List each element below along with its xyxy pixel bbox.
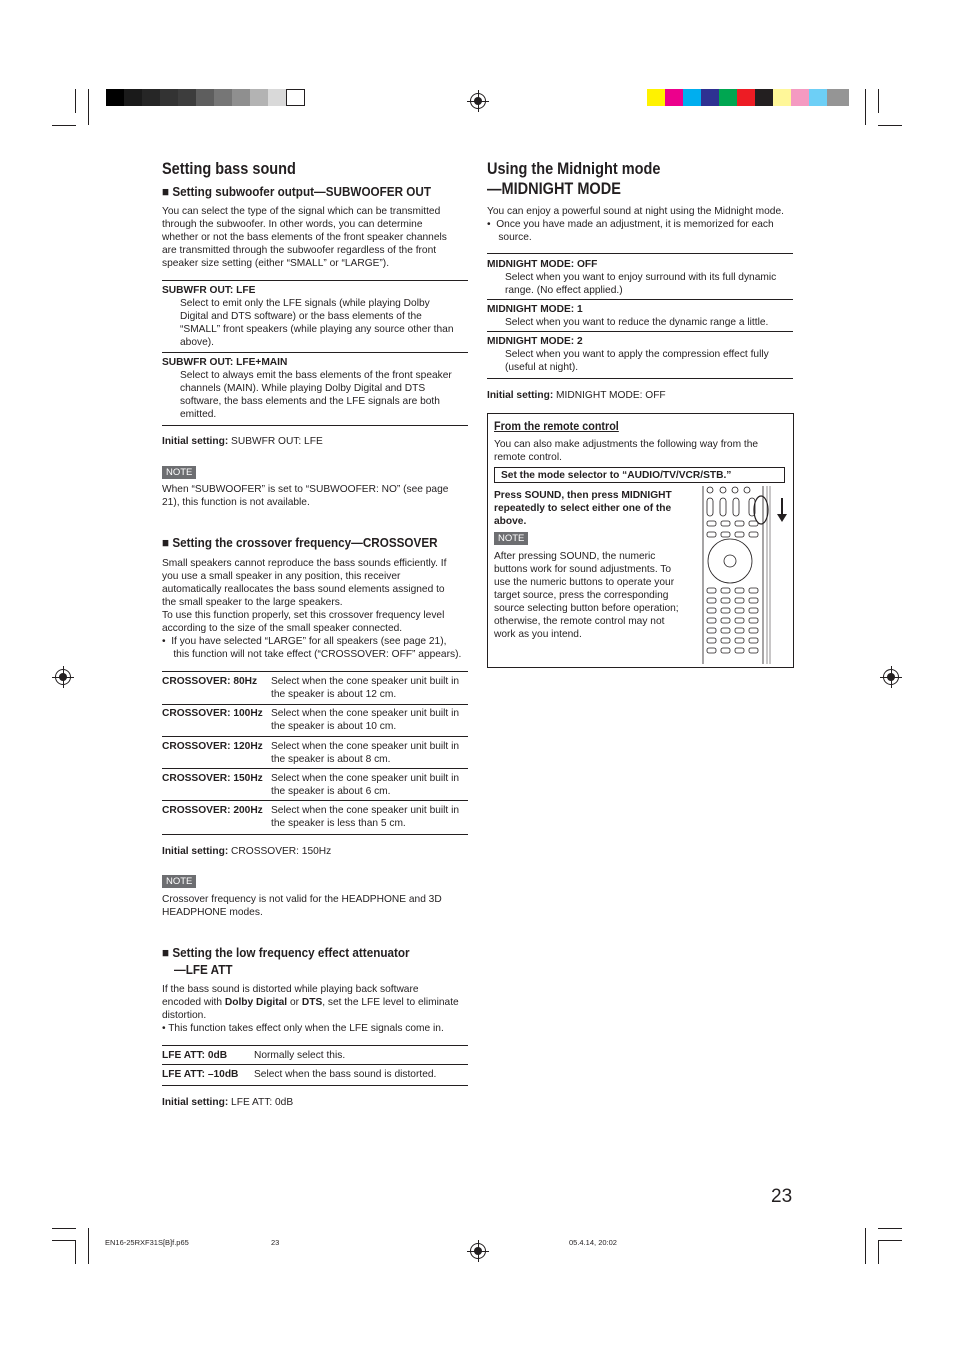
option-description: Select when you want to reduce the dynamic range a little. xyxy=(505,317,769,328)
registration-mark-icon xyxy=(55,669,71,685)
color-swatch xyxy=(755,89,773,106)
note-badge: NOTE xyxy=(162,466,196,479)
note-text: Crossover frequency is not valid for the HEADPHONE and 3D HEADPHONE modes. xyxy=(162,894,442,918)
color-swatch xyxy=(719,89,737,106)
initial-setting: Initial setting: SUBWFR OUT: LFE xyxy=(162,436,323,447)
initial-setting: Initial setting: CROSSOVER: 150Hz xyxy=(162,846,332,857)
gray-swatch xyxy=(178,89,196,106)
registration-mark-icon xyxy=(470,93,486,109)
note-badge: NOTE xyxy=(494,532,528,545)
paragraph: You can enjoy a powerful sound at night using the Midnight mode. • Once you have made an adjustment, it is memorized for each source. xyxy=(487,206,784,243)
color-swatch xyxy=(791,89,809,106)
note-text: After pressing SOUND, the numeric buttons work for sound adjustments. To use the numeric buttons to operate your target source, press the corresponding source selecting button before operation; otherwise, the remote control may not work as you intend. xyxy=(494,551,679,640)
table-row-label: CROSSOVER: 80Hz xyxy=(162,676,258,687)
option-label: MIDNIGHT MODE: 1 xyxy=(487,304,583,315)
gray-swatch xyxy=(196,89,214,106)
option-label: MIDNIGHT MODE: OFF xyxy=(487,259,598,270)
note-badge: NOTE xyxy=(162,875,196,888)
table-row-label: CROSSOVER: 100Hz xyxy=(162,708,263,719)
section-title: Setting bass sound xyxy=(162,160,296,178)
option-label: SUBWFR OUT: LFE xyxy=(162,285,256,296)
table-row-desc: Select when the cone speaker unit built in the speaker is about 10 cm. xyxy=(271,708,460,732)
option-label: MIDNIGHT MODE: 2 xyxy=(487,336,583,347)
color-swatch xyxy=(665,89,683,106)
color-swatch xyxy=(647,89,665,106)
color-swatch xyxy=(809,89,827,106)
mode-selector-text: Set the mode selector to “AUDIO/TV/VCR/STB.” xyxy=(501,470,732,481)
paragraph: You can select the type of the signal which can be transmitted through the subwoofer. In other words, you can determine whether or not the bass elements of the front speaker channels are transmitted through the subwoofer regardless of the front speaker size setting (either “SMALL” or “LARGE”). xyxy=(162,206,447,269)
table-row-desc: Normally select this. xyxy=(254,1050,346,1061)
option-description: Select to always emit the bass elements of the front speaker channels (MAIN). While playing Dolby Digital and DTS software, the bass elements and the LFE signals are both emitted. xyxy=(180,370,452,420)
gray-swatch xyxy=(160,89,178,106)
color-swatch xyxy=(701,89,719,106)
gray-swatch xyxy=(232,89,250,106)
subsection-heading: ■ Setting the low frequency effect attenuator xyxy=(162,945,410,960)
subsection-heading-cont: —LFE ATT xyxy=(174,962,233,977)
footer-date: 05.4.14, 20:02 xyxy=(569,1238,617,1247)
gray-swatch xyxy=(106,89,124,106)
section-title-cont: —MIDNIGHT MODE xyxy=(487,180,621,198)
page-number: 23 xyxy=(771,1186,793,1207)
table-row-label: CROSSOVER: 120Hz xyxy=(162,741,263,752)
table-row-desc: Select when the cone speaker unit built in the speaker is about 6 cm. xyxy=(271,773,460,797)
gray-swatch xyxy=(142,89,160,106)
table-row-desc: Select when the cone speaker unit built in the speaker is about 12 cm. xyxy=(271,676,460,700)
initial-setting: Initial setting: MIDNIGHT MODE: OFF xyxy=(487,390,666,401)
registration-mark-icon xyxy=(883,669,899,685)
table-row-desc: Select when the bass sound is distorted. xyxy=(254,1069,437,1080)
option-description: Select when you want to apply the compression effect fully (useful at night). xyxy=(505,349,769,373)
footer-file: EN16-25RXF31S[B]f.p65 xyxy=(105,1238,189,1247)
gray-swatch xyxy=(286,89,305,106)
gray-swatch xyxy=(250,89,268,106)
registration-mark-icon xyxy=(470,1243,486,1259)
option-description: Select to emit only the LFE signals (while playing Dolby Digital and DTS software) or the bass elements of the “SMALL” front speakers (while playing any source other than above). xyxy=(180,298,454,348)
subsection-heading: ■ Setting the crossover frequency—CROSSOVER xyxy=(162,535,438,550)
table-row-desc: Select when the cone speaker unit built in the speaker is about 8 cm. xyxy=(271,741,460,765)
gray-swatch xyxy=(268,89,286,106)
paragraph: If the bass sound is distorted while playing back software encoded with Dolby Digital or DTS, set the LFE level to eliminate distortion. • This function takes effect only when the LFE signals come in. xyxy=(162,984,459,1034)
note-text: When “SUBWOOFER” is set to “SUBWOOFER: NO” (see page 21), this function is not available. xyxy=(162,484,449,508)
paragraph: Small speakers cannot reproduce the bass sounds efficiently. If you use a small speaker in any position, this receiver automatically reallocates the bass sound elements assigned to the small speaker to the large speakers. To use this function properly, set this crossover frequency level according to the size of the small speaker connected. • If you have selected “LARGE” for all speakers (see page 21), this function will not take effect (“CROSSOVER: OFF” appears). xyxy=(162,558,462,660)
color-swatch xyxy=(737,89,755,106)
gray-swatch xyxy=(214,89,232,106)
table-row-label: CROSSOVER: 150Hz xyxy=(162,773,263,784)
subsection-heading: ■ Setting subwoofer output—SUBWOOFER OUT xyxy=(162,184,432,199)
remote-heading: From the remote control xyxy=(494,419,619,433)
footer-page: 23 xyxy=(271,1238,280,1247)
section-title: Using the Midnight mode xyxy=(487,160,661,178)
color-swatch xyxy=(683,89,701,106)
option-description: Select when you want to enjoy surround with its full dynamic range. (No effect applied.) xyxy=(505,272,777,296)
color-swatch xyxy=(827,89,849,106)
initial-setting: Initial setting: LFE ATT: 0dB xyxy=(162,1097,294,1108)
option-label: SUBWFR OUT: LFE+MAIN xyxy=(162,357,288,368)
remote-intro: You can also make adjustments the following way from the remote control. xyxy=(494,439,759,463)
remote-control-icon xyxy=(697,486,791,666)
table-row-label: LFE ATT: 0dB xyxy=(162,1050,228,1061)
table-row-label: LFE ATT: –10dB xyxy=(162,1069,239,1080)
table-row-label: CROSSOVER: 200Hz xyxy=(162,805,263,816)
color-swatch xyxy=(773,89,791,106)
table-row-desc: Select when the cone speaker unit built in the speaker is less than 5 cm. xyxy=(271,805,460,829)
gray-swatch xyxy=(124,89,142,106)
remote-step: Press SOUND, then press MIDNIGHT repeatedly to select either one of the above. xyxy=(494,490,672,527)
